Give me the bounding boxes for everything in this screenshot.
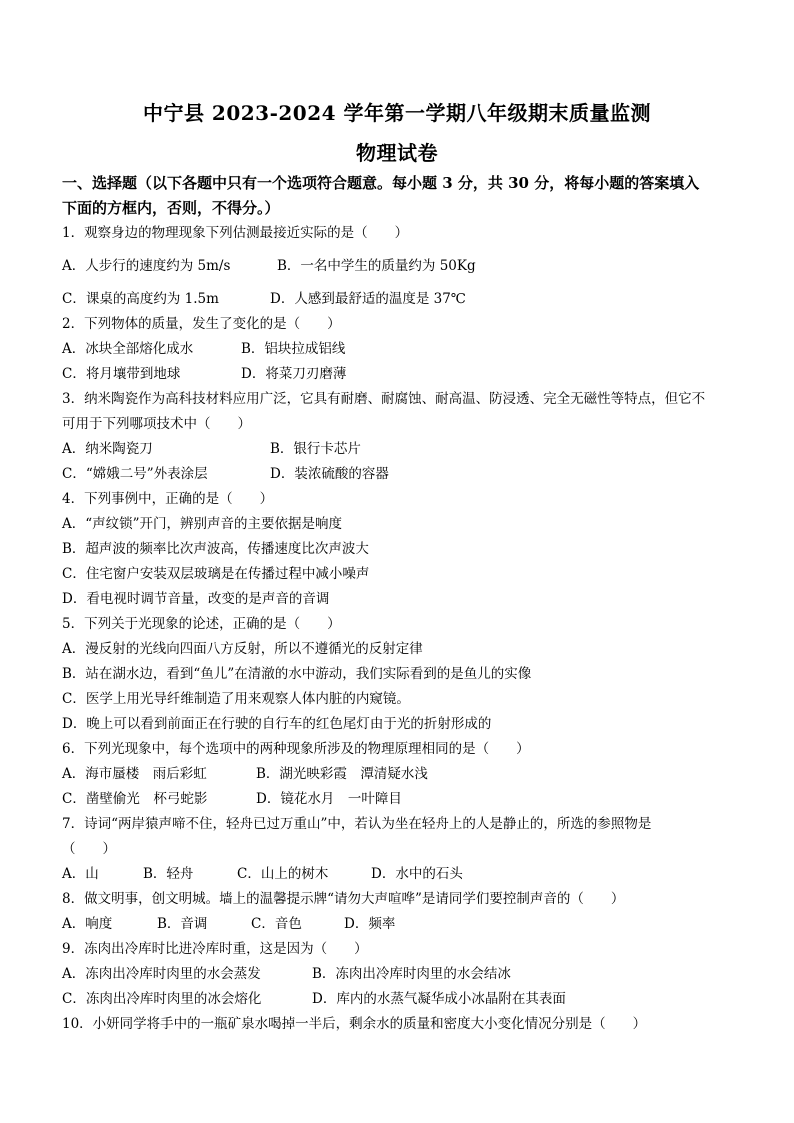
question-3-option-c: C．“嫦娥二号”外表涂层	[62, 466, 208, 482]
question-9-option-b: B．冻肉出冷库时肉里的水会结冰	[312, 966, 511, 982]
question-1-stem: 1．观察身边的物理现象下列估测最接近实际的是（ ）	[62, 225, 409, 241]
question-9-stem: 9．冻肉出冷库时比进冷库时重，这是因为（ ）	[62, 941, 368, 957]
question-2-option-b: B．铝块拉成铝线	[241, 341, 346, 357]
question-5-option-c: C．医学上用光导纤维制造了用来观察人体内脏的内窥镜。	[62, 691, 410, 707]
question-7-option-b: B．轻舟	[143, 866, 194, 882]
question-4-option-c: C．住宅窗户安装双层玻璃是在传播过程中减小噪声	[62, 566, 370, 582]
exam-subtitle: 物理试卷	[356, 141, 438, 165]
question-9-option-a: A．冻肉出冷库时肉里的水会蒸发	[62, 966, 261, 982]
section-heading-line2: 下面的方框内，否则，不得分。）	[62, 199, 280, 217]
question-6-option-a: A．海市蜃楼 雨后彩虹	[62, 766, 207, 782]
question-7-option-c: C．山上的树木	[237, 866, 329, 882]
question-5-option-a: A．漫反射的光线向四面八方反射，所以不遵循光的反射定律	[62, 641, 423, 657]
question-7-option-d: D．水中的石头	[371, 866, 463, 882]
question-10-stem: 10．小妍同学将手中的一瓶矿泉水喝掉一半后，剩余水的质量和密度大小变化情况分别是（ ）	[62, 1016, 647, 1032]
question-1-option-a: A．人步行的速度约为 5m/s	[62, 258, 231, 274]
question-9-option-d: D．库内的水蒸气凝华成小冰晶附在其表面	[312, 991, 566, 1007]
question-7-stem-line2: （ ）	[62, 841, 116, 857]
question-3-stem-line2: 可用于下列哪项技术中（ ）	[62, 416, 251, 432]
question-3-option-b: B．银行卡芯片	[270, 441, 361, 457]
question-6-option-b: B．湖光映彩霞 潭清疑水浅	[256, 766, 428, 782]
question-3-option-d: D．装浓硫酸的容器	[270, 466, 389, 482]
question-3-stem-line1: 3．纳米陶瓷作为高科技材料应用广泛，它具有耐磨、耐腐蚀、耐高温、防浸透、完全无磁性等特点，但它不	[62, 391, 706, 407]
question-1-option-b: B．一名中学生的质量约为 50Kg	[277, 258, 476, 274]
question-1-option-d: D．人感到最舒适的温度是 37℃	[270, 291, 466, 307]
question-6-option-d: D．镜花水月 一叶障目	[256, 791, 402, 807]
question-8-option-a: A．响度	[62, 916, 113, 932]
question-4-option-a: A．“声纹锁”开门，辨别声音的主要依据是响度	[62, 516, 343, 532]
question-1-option-c: C．课桌的高度约为 1.5m	[62, 291, 219, 307]
question-6-stem: 6．下列光现象中，每个选项中的两种现象所涉及的物理原理相同的是（ ）	[62, 741, 530, 757]
question-8-stem: 8．做文明事，创文明城。墙上的温馨提示牌“请勿大声喧哗”是请同学们要控制声音的（ ）	[62, 891, 625, 907]
question-9-option-c: C．冻肉出冷库时肉里的冰会熔化	[62, 991, 262, 1007]
question-3-option-a: A．纳米陶瓷刀	[62, 441, 153, 457]
question-2-option-c: C．将月壤带到地球	[62, 366, 181, 382]
question-7-stem-line1: 7．诗词“两岸猿声啼不住，轻舟已过万重山”中，若认为坐在轻舟上的人是静止的，所选的参照物是	[62, 816, 652, 832]
question-7-option-a: A．山	[62, 866, 99, 882]
question-6-option-c: C．凿壁偷光 杯弓蛇影	[62, 791, 208, 807]
question-4-option-d: D．看电视时调节音量，改变的是声音的音调	[62, 591, 330, 607]
question-8-option-c: C．音色	[251, 916, 302, 932]
question-5-stem: 5．下列关于光现象的论述，正确的是（ ）	[62, 616, 341, 632]
question-5-option-d: D．晚上可以看到前面正在行驶的自行车的红色尾灯由于光的折射形成的	[62, 716, 492, 732]
question-2-option-a: A．冰块全部熔化成水	[62, 341, 194, 357]
question-4-option-b: B．超声波的频率比次声波高，传播速度比次声波大	[62, 541, 369, 557]
question-4-stem: 4．下列事例中，正确的是（ ）	[62, 491, 274, 507]
question-5-option-b: B．站在湖水边，看到“鱼儿”在清澈的水中游动，我们实际看到的是鱼儿的实像	[62, 666, 532, 682]
section-heading-line1: 一、选择题（以下各题中只有一个选项符合题意。每小题 3 分，共 30 分，将每小题的答案填入	[62, 174, 700, 192]
question-2-option-d: D．将菜刀刃磨薄	[241, 366, 347, 382]
question-2-stem: 2．下列物体的质量，发生了变化的是（ ）	[62, 316, 341, 332]
question-8-option-d: D．频率	[344, 916, 396, 932]
exam-title: 中宁县 2023-2024 学年第一学期八年级期末质量监测	[142, 101, 652, 125]
question-8-option-b: B．音调	[157, 916, 208, 932]
